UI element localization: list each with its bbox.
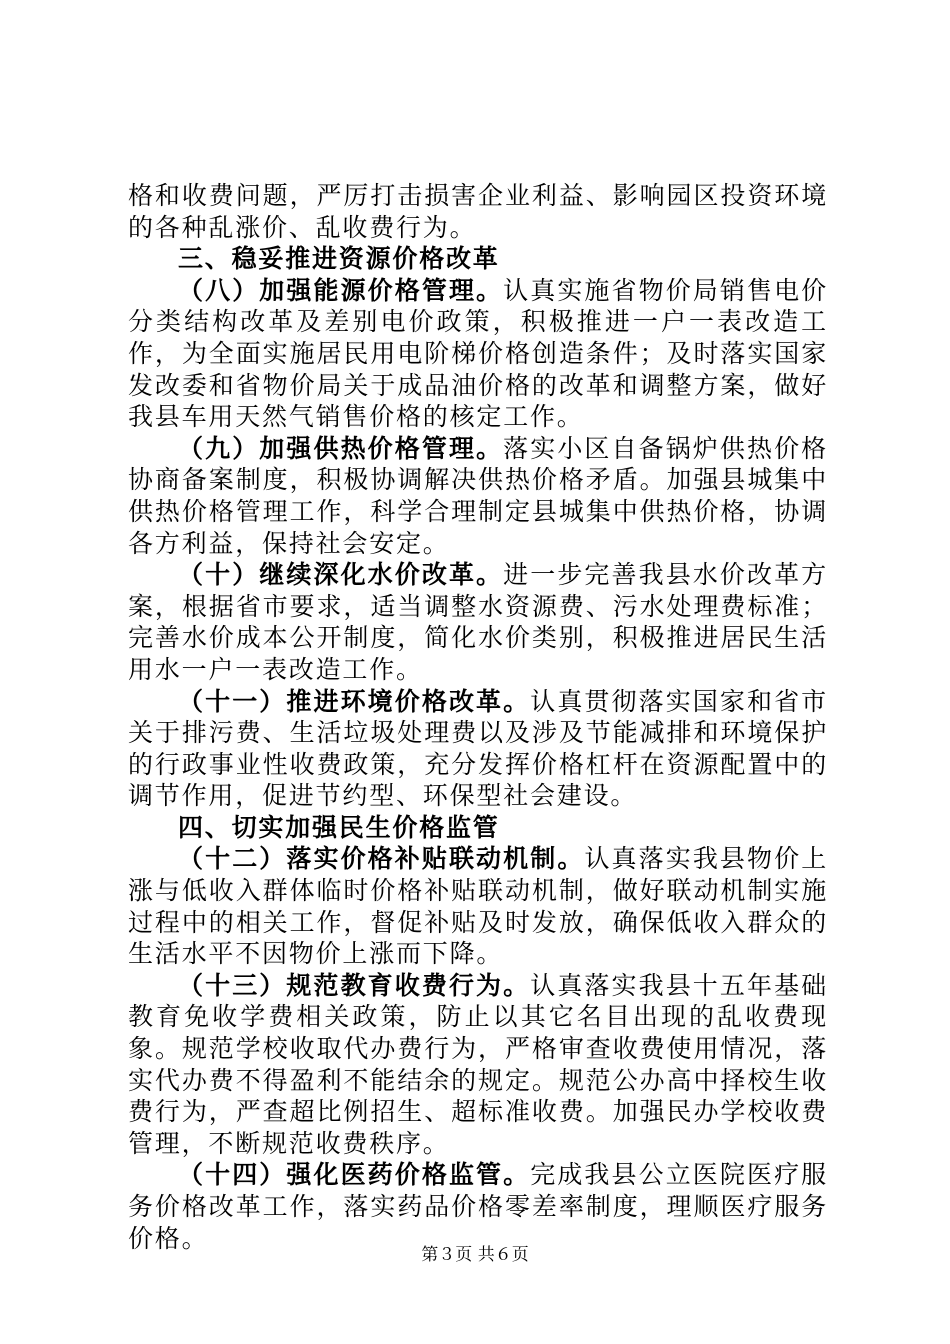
item-14-paragraph — [128, 1159, 828, 1254]
item-11-lead: （十一）推进环境价格改革。 — [178, 686, 531, 716]
item-8-lead: （八）加强能源价格管理。 — [178, 275, 504, 305]
item-14-lead: （十四）强化医药价格监管。 — [178, 1160, 531, 1190]
item-9-text: 落实小区自备锅炉供热价格协商备案制度，积极协调解决供热价格矛盾。加强县城集中供热价格管理工作，科学合理制定县城集中供热价格，协调各方利益，保持社会安定。 — [128, 433, 828, 558]
item-14-text: 完成我县公立医院医疗服务价格改革工作，落实药品价格零差率制度，理顺医疗服务价格。 — [128, 1160, 828, 1253]
section-3-heading: 三、稳妥推进资源价格改革 — [178, 244, 500, 274]
item-8-text: 认真实施省物价局销售电价分类结构改革及差别电价政策，积极推进一户一表改造工作，为全面实施居民用电阶梯价格创造条件；及时落实国家发改委和省物价局关于成品油价格的改革和调整方案，做好我县车用天然气销售价格的核定工作。 — [128, 275, 828, 432]
opening-text: 格和收费问题，严厉打击损害企业利益、影响园区投资环境的各种乱涨价、乱收费行为。 — [128, 181, 828, 242]
document-body — [128, 180, 828, 1254]
item-13-text: 认真落实我县十五年基础教育免收学费相关政策，防止以其它名目出现的乱收费现象。规范学校收取代办费行为，严格审查收费使用情况，落实代办费不得盈利不能结余的规定。规范公办高中择校生收费行为，严查超比例招生、超标准收费。加强民办学校收费管理，不断规范收费秩序。 — [128, 970, 828, 1158]
item-9-lead: （九）加强供热价格管理。 — [178, 433, 504, 463]
item-13-paragraph — [128, 970, 828, 1160]
item-8-paragraph — [128, 275, 828, 433]
item-11-text: 认真贯彻落实国家和省市关于排污费、生活垃圾处理费以及涉及节能减排和环境保护的行政事业性收费政策，充分发挥价格杠杆在资源配置中的调节作用，促进节约型、环保型社会建设。 — [128, 686, 828, 811]
item-10-lead: （十）继续深化水价改革。 — [178, 560, 504, 590]
item-11-paragraph — [128, 686, 828, 812]
page-number-label: 第３页 共６页 — [421, 1245, 529, 1265]
opening-paragraph — [128, 180, 828, 243]
item-12-lead: （十二）落实价格补贴联动机制。 — [178, 844, 585, 874]
item-12-text: 认真落实我县物价上涨与低收入群体临时价格补贴联动机制，做好联动机制实施过程中的相关工作，督促补贴及时发放，确保低收入群众的生活水平不因物价上涨而下降。 — [128, 844, 828, 969]
item-13-lead: （十三）规范教育收费行为。 — [178, 970, 531, 1000]
page-footer — [0, 1244, 950, 1266]
item-12-paragraph — [128, 843, 828, 969]
item-9-paragraph — [128, 433, 828, 559]
item-10-text: 进一步完善我县水价改革方案，根据省市要求，适当调整水资源费、污水处理费标准；完善水价成本公开制度，简化水价类别，积极推进居民生活用水一户一表改造工作。 — [128, 560, 828, 684]
item-10-paragraph — [128, 559, 828, 685]
section-4-heading: 四、切实加强民生价格监管 — [178, 812, 500, 842]
